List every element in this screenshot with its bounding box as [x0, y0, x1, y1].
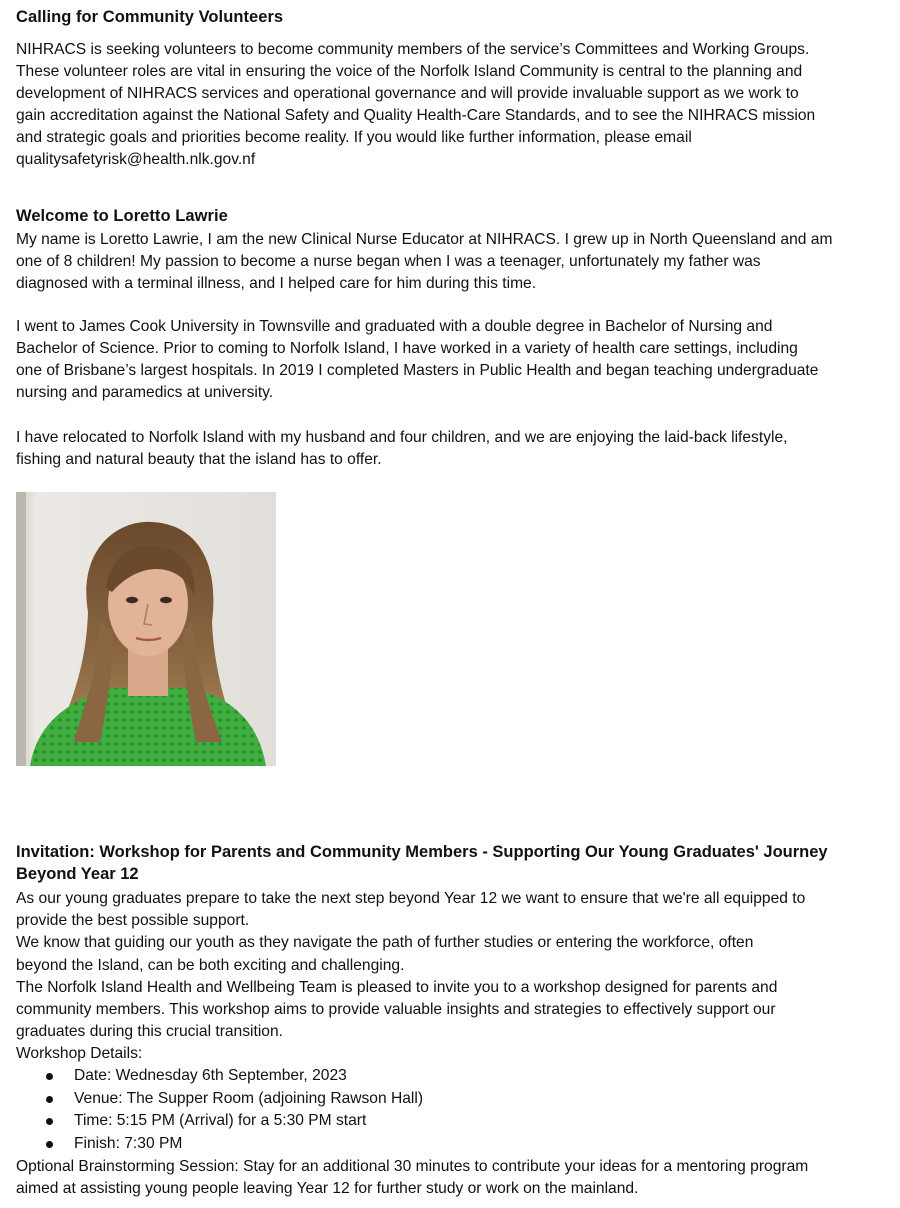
bullet-icon: [46, 1096, 53, 1103]
text-line: community members. This workshop aims to provide valuable insights and strategies to effectively support our: [16, 1001, 776, 1019]
list-item: [16, 1065, 423, 1088]
welcome-paragraph-2: [16, 316, 886, 404]
bullet-icon: [46, 1141, 53, 1148]
workshop-paragraph: [16, 888, 886, 1066]
optional-session-paragraph: [16, 1156, 886, 1200]
text-line: one of 8 children! My passion to become a nurse began when I was a teenager, unfortunately my father was: [16, 253, 761, 270]
email-link[interactable]: qualitysafetyrisk@health.nlk.gov.nf: [16, 151, 256, 168]
text-line: and strategic goals and priorities become reality. If you would like further information, please email: [16, 129, 692, 146]
text-line: aimed at assisting young people leaving Year 12 for further study or work on the mainland.: [16, 1180, 639, 1197]
detail-date: Date: Wednesday 6th September, 2023: [74, 1067, 347, 1084]
text-line: Bachelor of Science. Prior to coming to Norfolk Island, I have worked in a variety of health care settings, including: [16, 340, 798, 357]
workshop-details-list: [16, 1065, 423, 1155]
list-item: [16, 1133, 423, 1156]
bullet-icon: [46, 1118, 53, 1125]
portrait-illustration: [16, 492, 276, 766]
heading-line: Beyond Year 12: [16, 865, 139, 883]
text-line: graduates during this crucial transition.: [16, 1023, 283, 1041]
portrait-photo: [16, 492, 276, 766]
text-line: fishing and natural beauty that the island has to offer.: [16, 451, 382, 468]
text-line: Optional Brainstorming Session: Stay for an additional 30 minutes to contribute your ideas for a mentoring program: [16, 1158, 809, 1175]
text-line: development of NIHRACS services and operational governance and will provide invaluable support as we work to: [16, 85, 799, 102]
heading-line: Invitation: Workshop for Parents and Community Members - Supporting Our Young Graduates' Journey: [16, 843, 828, 861]
list-item: [16, 1088, 423, 1111]
welcome-paragraph-1: [16, 229, 886, 295]
text-line: beyond the Island, can be both exciting and challenging.: [16, 956, 405, 974]
detail-finish: Finish: 7:30 PM: [74, 1134, 183, 1152]
welcome-heading: Welcome to Loretto Lawrie: [16, 207, 228, 225]
text-line: I have relocated to Norfolk Island with my husband and four children, and we are enjoying the laid-back lifestyle,: [16, 429, 788, 446]
text-line: provide the best possible support.: [16, 912, 250, 930]
text-line: one of Brisbane’s largest hospitals. In 2019 I completed Masters in Public Health and began teaching undergraduate: [16, 362, 819, 379]
bullet-icon: [46, 1073, 53, 1080]
text-line: I went to James Cook University in Townsville and graduated with a double degree in Bachelor of Nursing and: [16, 318, 773, 335]
text-line: My name is Loretto Lawrie, I am the new Clinical Nurse Educator at NIHRACS. I grew up in North Queensland and am: [16, 231, 833, 248]
workshop-heading: [16, 841, 886, 885]
text-line: The Norfolk Island Health and Wellbeing Team is pleased to invite you to a workshop designed for parents and: [16, 978, 778, 996]
text-line: diagnosed with a terminal illness, and I helped care for him during this time.: [16, 275, 537, 292]
text-line: We know that guiding our youth as they navigate the path of further studies or entering the workforce, often: [16, 934, 754, 952]
text-line: These volunteer roles are vital in ensuring the voice of the Norfolk Island Community is central to the planning and: [16, 63, 803, 80]
text-line: As our young graduates prepare to take the next step beyond Year 12 we want to ensure that we're all equipped to: [16, 890, 806, 907]
list-item: [16, 1110, 423, 1133]
text-line: NIHRACS is seeking volunteers to become community members of the service’s Committees and Working Groups.: [16, 41, 810, 58]
text-line: gain accreditation against the National Safety and Quality Health-Care Standards, and to see the NIHRACS mission: [16, 107, 816, 124]
volunteers-paragraph: [16, 39, 886, 171]
welcome-paragraph-3: [16, 427, 886, 471]
volunteers-heading: Calling for Community Volunteers: [16, 8, 284, 26]
detail-venue: Venue: The Supper Room (adjoining Rawson Hall): [74, 1089, 424, 1107]
text-line: nursing and paramedics at university.: [16, 384, 274, 401]
text-line: Workshop Details:: [16, 1045, 143, 1063]
detail-time: Time: 5:15 PM (Arrival) for a 5:30 PM start: [74, 1112, 367, 1130]
